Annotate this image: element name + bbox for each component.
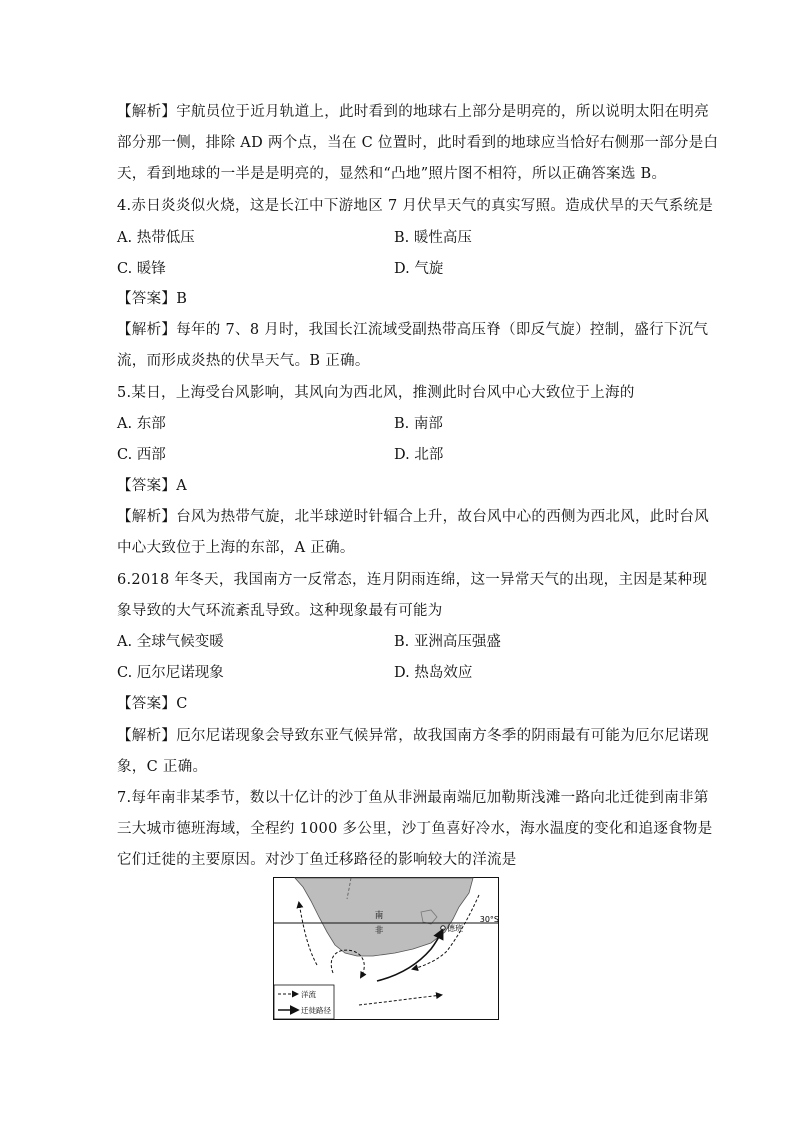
question-7-stem-line1: 7.每年南非某季节，数以十亿计的沙丁鱼从非洲最南端厄加勒斯浅滩一路向北迁徙到南非第: [117, 790, 709, 806]
q5-option-a: A. 东部: [117, 416, 166, 432]
country-label-line2: 非: [374, 926, 384, 936]
q5-option-d: D. 北部: [394, 447, 444, 463]
q5-answer: 【答案】A: [117, 478, 187, 494]
q6-option-c: C. 厄尔尼诺现象: [117, 665, 224, 681]
q4-analysis-line2: 流，而形成炎热的伏旱天气。B 正确。: [117, 353, 370, 369]
q6-analysis-line1: 【解析】厄尔尼诺现象会导致东亚气候异常，故我国南方冬季的阴雨最有可能为厄尔尼诺现: [117, 728, 709, 744]
q4-option-b: B. 暖性高压: [394, 230, 472, 246]
q6-option-a: A. 全球气候变暖: [117, 634, 224, 650]
q4-option-d: D. 气旋: [394, 261, 444, 277]
q6-option-d: D. 热岛效应: [394, 665, 473, 681]
country-label-line1: 南: [374, 911, 384, 921]
city-label: 德班: [447, 924, 463, 933]
question-7-stem-line2: 三大城市德班海域，全程约 1000 多公里，沙丁鱼喜好冷水，海水温度的变化和追逐食物是: [117, 821, 713, 837]
q4-option-c: C. 暖锋: [117, 261, 166, 277]
question-4-stem: 4.赤日炎炎似火烧，这是长江中下游地区 7 月伏旱天气的真实写照。造成伏旱的天气系统是: [117, 198, 714, 214]
latitude-label: 30°S: [479, 915, 499, 924]
analysis-q3-line2: 部分那一侧，排除 AD 两个点，当在 C 位置时，此时看到的地球应当恰好右侧那一部分是白: [117, 135, 719, 151]
durban-dot: [441, 926, 445, 930]
q5-option-c: C. 西部: [117, 447, 166, 463]
q6-answer: 【答案】C: [117, 696, 188, 712]
q4-analysis-line1: 【解析】每年的 7、8 月时，我国长江流域受副热带高压脊（即反气旋）控制，盛行下沉气: [117, 322, 709, 338]
q6-option-b: B. 亚洲高压强盛: [394, 634, 501, 650]
q5-option-b: B. 南部: [394, 416, 443, 432]
question-6-stem-line1: 6.2018 年冬天，我国南方一反常态，连月阴雨连绵，这一异常天气的出现，主因是某种现: [117, 572, 708, 588]
legend-current-label: 洋流: [301, 990, 316, 999]
q5-analysis-line2: 中心大致位于上海的东部，A 正确。: [117, 540, 355, 556]
sardine-migration-map: [273, 877, 499, 1020]
analysis-q3-line1: 【解析】宇航员位于近月轨道上，此时看到的地球右上部分是明亮的，所以说明太阳在明亮: [117, 104, 709, 120]
question-5-stem: 5.某日，上海受台风影响，其风向为西北风，推测此时台风中心大致位于上海的: [117, 385, 635, 401]
question-7-stem-line3: 它们迁徙的主要原因。对沙丁鱼迁移路径的影响较大的洋流是: [117, 852, 517, 868]
legend-route-label: 迁徙路径: [301, 1006, 331, 1015]
q5-analysis-line1: 【解析】台风为热带气旋，北半球逆时针辐合上升，故台风中心的西侧为西北风，此时台风: [117, 509, 709, 525]
q4-answer: 【答案】B: [117, 291, 188, 307]
q4-option-a: A. 热带低压: [117, 230, 195, 246]
question-6-stem-line2: 象导致的大气环流紊乱导致。这种现象最有可能为: [117, 603, 443, 619]
analysis-q3-line3: 天，看到地球的一半是是明亮的，显然和“凸地”照片图不相符，所以正确答案选 B。: [117, 166, 667, 182]
q6-analysis-line2: 象，C 正确。: [117, 759, 208, 775]
